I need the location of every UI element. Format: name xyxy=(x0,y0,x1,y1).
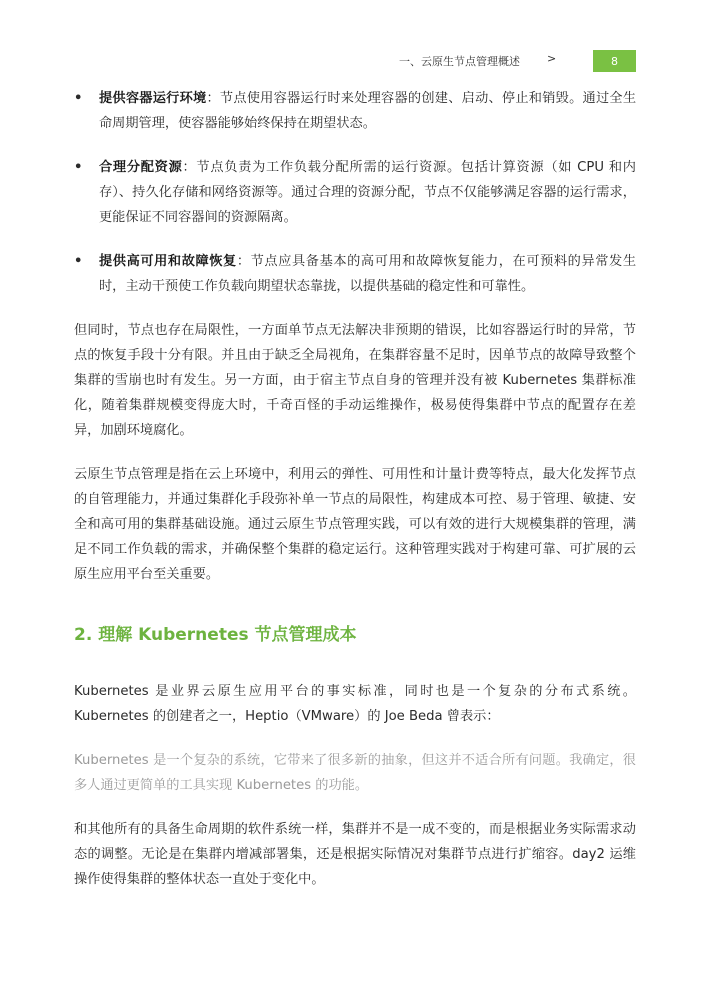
chevron-right-icon[interactable]: > xyxy=(547,52,557,65)
document-body xyxy=(74,86,636,911)
section-heading: 2. 理解 Kubernetes 节点管理成本 xyxy=(74,625,357,645)
list-item-text: ：节点应具备基本的高可用和故障恢复能力，在可预料的异常发生时，主动干预使工作负载向期望状态靠拢，以提供基础的稳定性和可靠性。 xyxy=(99,254,637,294)
bullet-icon: • xyxy=(74,91,83,106)
list-item xyxy=(74,155,636,230)
page-number: 8 xyxy=(611,54,618,68)
bullet-icon: • xyxy=(74,160,83,175)
bullet-icon: • xyxy=(74,254,83,269)
list-item-title: 提供容器运行环境 xyxy=(99,91,207,106)
list-item-title: 提供高可用和故障恢复 xyxy=(99,254,237,269)
list-item xyxy=(74,249,636,299)
list-item-text: ：节点负责为工作负载分配所需的运行资源。包括计算资源（如 CPU 和内存）、持久化存储和网络资源等。通过合理的资源分配，节点不仅能够满足容器的运行需求，更能保证不同容器间的资源隔离。 xyxy=(99,160,636,225)
paragraph: 云原生节点管理是指在云上环境中，利用云的弹性、可用性和计量计费等特点，最大化发挥节点的自管理能力，并通过集群化手段弥补单一节点的局限性，构建成本可控、易于管理、敏捷、安全和高可用的集群基础设施。通过云原生节点管理实践，可以有效的进行大规模集群的管理，满足不同工作负载的需求，并确保整个集群的稳定运行。这种管理实践对于构建可靠、可扩展的云原生应用平台至关重要。 xyxy=(74,467,636,582)
list-item-title: 合理分配资源 xyxy=(99,160,183,175)
quote-paragraph: Kubernetes 是一个复杂的系统，它带来了很多新的抽象，但这并不适合所有问题。我确定，很多人通过更简单的工具实现 Kubernetes 的功能。 xyxy=(74,753,636,793)
breadcrumb: 一、云原生节点管理概述 xyxy=(399,55,520,68)
paragraph: 但同时，节点也存在局限性，一方面单节点无法解决非预期的错误，比如容器运行时的异常，节点的恢复手段十分有限。并且由于缺乏全局视角，在集群容量不足时，因单节点的故障导致整个集群的雪崩也时有发生。另一方面，由于宿主节点自身的管理并没有被 Kubernetes 集群标准化，随着集群规模变得庞大时，千奇百怪的手动运维操作，极易使得集群中节点的配置存在差异，加剧环境腐化。 xyxy=(74,323,636,438)
paragraph: 和其他所有的具备生命周期的软件系统一样，集群并不是一成不变的，而是根据业务实际需求动态的调整。无论是在集群内增减部署集，还是根据实际情况对集群节点进行扩缩容。day2 运维操作使得集群的整体状态一直处于变化中。 xyxy=(74,822,636,887)
page-number-badge xyxy=(593,50,636,72)
paragraph: Kubernetes 是业界云原生应用平台的事实标准，同时也是一个复杂的分布式系统。Kubernetes 的创建者之一，Heptio（VMware）的 Joe Beda 曾表示： xyxy=(74,684,636,724)
page-header xyxy=(0,50,710,72)
list-item xyxy=(74,86,636,136)
list-item-text: ：节点使用容器运行时来处理容器的创建、启动、停止和销毁。通过全生命周期管理，使容器能够始终保持在期望状态。 xyxy=(99,91,637,131)
